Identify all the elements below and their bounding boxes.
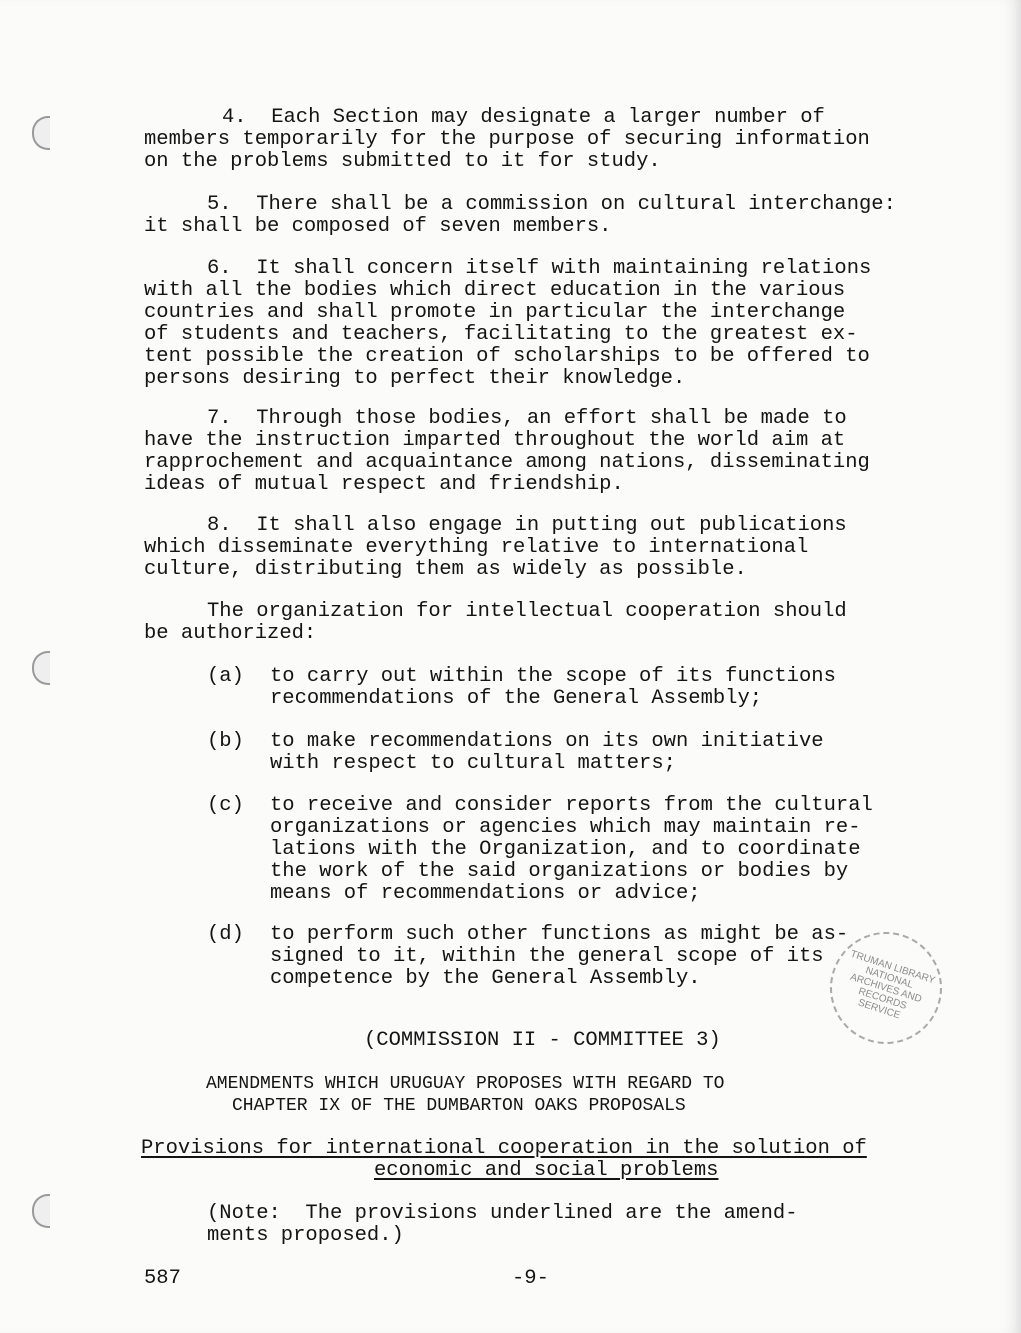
item-marker: (c): [207, 794, 244, 817]
punch-hole-mark: [32, 1194, 50, 1228]
heading-line: CHAPTER IX OF THE DUMBARTON OAKS PROPOSALS: [232, 1096, 686, 1116]
heading-line: Provisions for international cooperation in the solution of: [141, 1137, 867, 1160]
text-line: have the instruction imparted throughout the world aim at: [144, 429, 846, 452]
note-line: ments proposed.): [207, 1224, 404, 1247]
text-line: tent possible the creation of scholarships to be offered to: [144, 345, 870, 368]
text-line: 6. It shall concern itself with maintaining relations: [207, 257, 872, 280]
text-line: which disseminate everything relative to international: [144, 536, 809, 559]
item-marker: (a): [207, 665, 244, 688]
text-line: be authorized:: [144, 622, 317, 645]
item-line: to make recommendations on its own initiative: [270, 730, 824, 753]
item-line: competence by the General Assembly.: [270, 967, 701, 990]
punch-hole-mark: [32, 651, 50, 685]
item-line: recommendations of the General Assembly;: [270, 687, 763, 710]
text-line: on the problems submitted to it for study.: [144, 150, 661, 173]
item-marker: (d): [207, 923, 244, 946]
text-line: with all the bodies which direct education in the various: [144, 279, 846, 302]
text-line: countries and shall promote in particular the interchange: [144, 301, 846, 324]
stamp-text: TRUMAN LIBRARY NATIONAL ARCHIVES AND RECORDS SERVICE: [848, 948, 937, 1021]
text-line: persons desiring to perfect their knowledge.: [144, 367, 686, 390]
text-line: rapprochement and acquaintance among nations, disseminating: [144, 451, 870, 474]
item-line: organizations or agencies which may maintain re-: [270, 816, 861, 839]
text-line: it shall be composed of seven members.: [144, 215, 612, 238]
text-line: culture, distributing them as widely as possible.: [144, 558, 747, 581]
heading-line: economic and social problems: [374, 1159, 719, 1182]
punch-hole-mark: [32, 116, 50, 150]
heading-line: AMENDMENTS WHICH URUGUAY PROPOSES WITH REGARD TO: [206, 1074, 725, 1094]
text-line: The organization for intellectual cooperation should: [207, 600, 847, 623]
text-line: of students and teachers, facilitating to the greatest ex-: [144, 323, 858, 346]
text-line: 8. It shall also engage in putting out publications: [207, 514, 847, 537]
page-number: -9-: [512, 1267, 549, 1290]
text-line: ideas of mutual respect and friendship.: [144, 473, 624, 496]
item-line: means of recommendations or advice;: [270, 882, 701, 905]
item-line: to carry out within the scope of its functions: [270, 665, 836, 688]
text-line: 7. Through those bodies, an effort shall be made to: [207, 407, 847, 430]
text-line: members temporarily for the purpose of securing information: [144, 128, 870, 151]
item-line: the work of the said organizations or bodies by: [270, 860, 849, 883]
footer-number: 587: [144, 1267, 181, 1290]
note-line: (Note: The provisions underlined are the amend-: [207, 1202, 798, 1225]
commission-heading: (COMMISSION II - COMMITTEE 3): [364, 1029, 721, 1052]
item-marker: (b): [207, 730, 244, 753]
item-line: signed to it, within the general scope of its: [270, 945, 824, 968]
text-line: 4. Each Section may designate a larger number of: [222, 106, 825, 129]
text-line: 5. There shall be a commission on cultural interchange:: [207, 193, 896, 216]
item-line: with respect to cultural matters;: [270, 752, 676, 775]
item-line: lations with the Organization, and to coordinate: [270, 838, 861, 861]
item-line: to receive and consider reports from the cultural: [270, 794, 873, 817]
item-line: to perform such other functions as might be as-: [270, 923, 849, 946]
